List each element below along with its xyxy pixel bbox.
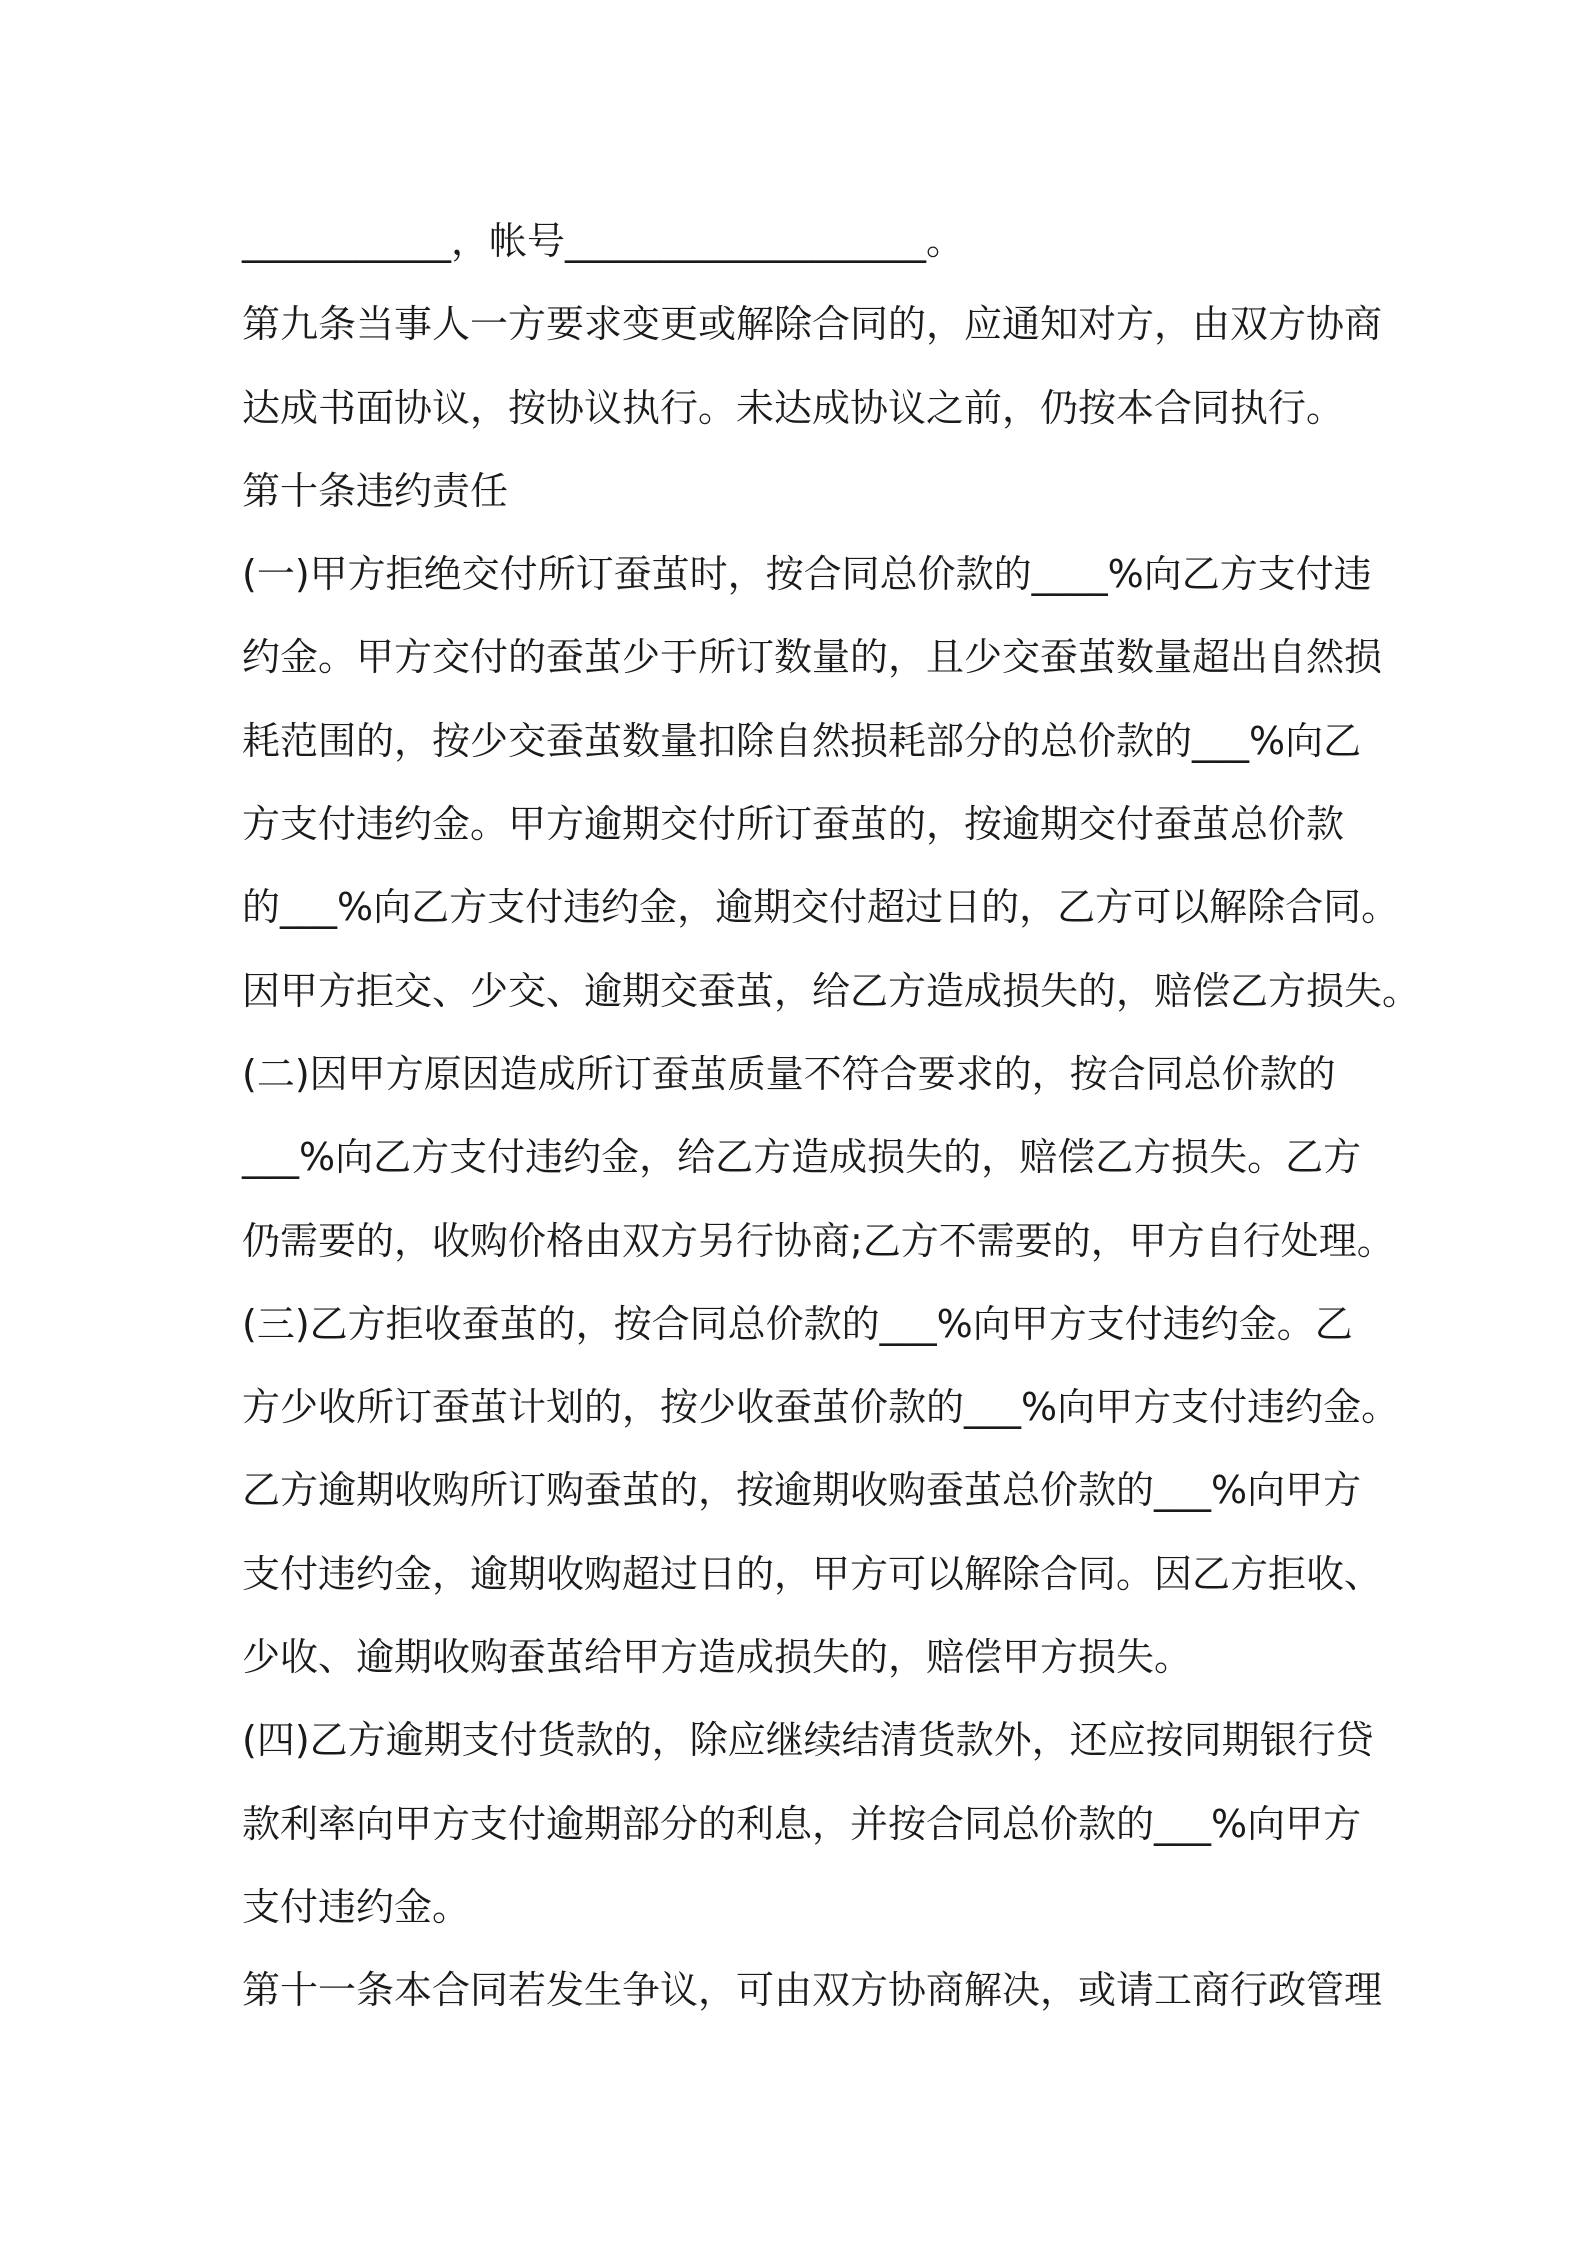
text-line: 的___%向乙方支付违约金，逾期交付超过日的，乙方可以解除合同。	[242, 885, 1400, 930]
text-line: 第十一条本合同若发生争议，可由双方协商解决，或请工商行政管理	[242, 1968, 1383, 2013]
text-line: (一)甲方拒绝交付所订蚕茧时，按合同总价款的____%向乙方支付违	[242, 552, 1372, 597]
section-heading: 第十条违约责任	[242, 468, 509, 513]
text-line: 耗范围的，按少交蚕茧数量扣除自然损耗部分的总价款的___%向乙	[242, 718, 1362, 763]
contract-body	[242, 200, 1421, 2033]
text-line: 约金。甲方交付的蚕茧少于所订数量的，且少交蚕茧数量超出自然损	[242, 635, 1383, 680]
text-line: (二)因甲方原因造成所订蚕茧质量不符合要求的，按合同总价款的	[242, 1051, 1336, 1096]
text-line: ___%向乙方支付违约金，给乙方造成损失的，赔偿乙方损失。乙方	[242, 1135, 1362, 1180]
text-line: 支付违约金。	[242, 1884, 471, 1929]
text-line: ___________，帐号___________________。	[242, 219, 965, 263]
text-line: (三)乙方拒收蚕茧的，按合同总价款的___%向甲方支付违约金。乙	[242, 1301, 1353, 1346]
text-line: 方少收所订蚕茧计划的，按少收蚕茧价款的___%向甲方支付违约金。	[242, 1385, 1400, 1430]
text-line: 第九条当事人一方要求变更或解除合同的，应通知对方，由双方协商	[242, 302, 1383, 347]
text-line: 乙方逾期收购所订购蚕茧的，按逾期收购蚕茧总价款的___%向甲方	[242, 1468, 1362, 1513]
text-line: 款利率向甲方支付逾期部分的利息，并按合同总价款的___%向甲方	[242, 1801, 1362, 1846]
text-line: 因甲方拒交、少交、逾期交蚕茧，给乙方造成损失的，赔偿乙方损失。	[242, 968, 1421, 1013]
text-line: 达成书面协议，按协议执行。未达成协议之前，仍按本合同执行。	[242, 385, 1345, 430]
text-line: 方支付违约金。甲方逾期交付所订蚕茧的，按逾期交付蚕茧总价款	[242, 802, 1345, 847]
text-line: (四)乙方逾期支付货款的，除应继续结清货款外，还应按同期银行贷	[242, 1718, 1374, 1763]
text-line: 少收、逾期收购蚕茧给甲方造成损失的，赔偿甲方损失。	[242, 1635, 1193, 1680]
text-line: 仍需要的，收购价格由双方另行协商;乙方不需要的，甲方自行处理。	[242, 1218, 1395, 1263]
text-line: 支付违约金，逾期收购超过日的，甲方可以解除合同。因乙方拒收、	[242, 1551, 1383, 1596]
